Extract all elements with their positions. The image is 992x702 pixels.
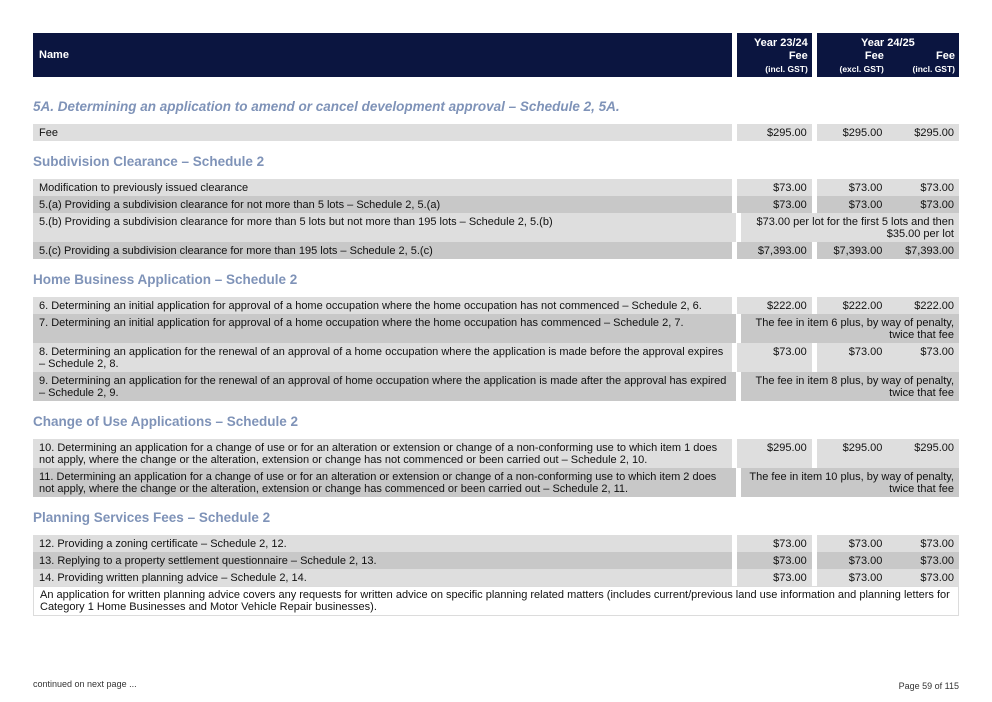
table-row [33, 439, 959, 468]
row-fee-incl: $222.00 [887, 297, 959, 314]
row-fee-23-24: $73.00 [737, 569, 812, 586]
row-fee-23-24: $73.00 [737, 196, 812, 213]
table-row [33, 468, 959, 497]
row-fee-merged: $73.00 per lot for the first 5 lots and then $35.00 per lot [741, 213, 959, 242]
planning-advice-note: An application for written planning advice covers any requests for written advice on specific planning related matters (includes current/previous land use information and planning letters for Category 1 Home Businesses and Motor Vehicle Repair businesses). [33, 586, 959, 616]
table-row [33, 242, 959, 259]
row-fee-23-24: $73.00 [737, 343, 812, 372]
section-title-change-of-use: Change of Use Applications – Schedule 2 [33, 414, 299, 429]
header-name: Name [33, 33, 732, 77]
row-fee-incl: $295.00 [887, 439, 959, 468]
row-fee-excl: $73.00 [817, 179, 888, 196]
table-row [33, 372, 959, 401]
row-fee-merged: The fee in item 8 plus, by way of penalty, twice that fee [741, 372, 959, 401]
table-row [33, 124, 959, 141]
row-fee-excl: $295.00 [817, 439, 888, 468]
header-y2-title: Year 24/25 [860, 37, 915, 49]
section-title-home-business: Home Business Application – Schedule 2 [33, 272, 298, 287]
row-name: 7. Determining an initial application for approval of a home occupation where the home occupation has commenced – Schedule 2, 7. [33, 314, 736, 343]
section-title-planning-services: Planning Services Fees – Schedule 2 [33, 510, 271, 525]
header-y1-title: Year 23/24 [753, 37, 808, 49]
row-fee-23-24: $73.00 [737, 535, 812, 552]
table-row [33, 569, 959, 586]
row-fee-23-24: $295.00 [737, 439, 812, 468]
row-name: 6. Determining an initial application for approval of a home occupation where the home occupation has not commenced – Schedule 2, 6. [33, 297, 732, 314]
table-row [33, 196, 959, 213]
table-row [33, 213, 959, 242]
header-y1-fee: Fee [788, 50, 808, 62]
row-name: 5.(c) Providing a subdivision clearance for more than 195 lots – Schedule 2, 5.(c) [33, 242, 732, 259]
row-fee-excl: $73.00 [817, 535, 888, 552]
continued-note: continued on next page ... [33, 679, 137, 689]
row-fee-excl: $73.00 [817, 569, 888, 586]
fee-schedule-page [33, 33, 959, 616]
section-title-subdivision: Subdivision Clearance – Schedule 2 [33, 154, 265, 169]
row-fee-excl: $73.00 [817, 196, 888, 213]
table-row [33, 552, 959, 569]
header-y1-gst: (incl. GST) [765, 64, 808, 74]
row-name: Fee [33, 124, 732, 141]
row-fee-merged: The fee in item 6 plus, by way of penalty, twice that fee [741, 314, 959, 343]
row-fee-incl: $295.00 [887, 124, 959, 141]
section-title-5a: 5A. Determining an application to amend or cancel development approval – Schedule 2, 5A. [33, 99, 620, 114]
row-fee-merged: The fee in item 10 plus, by way of penalty, twice that fee [741, 468, 959, 497]
table-row [33, 314, 959, 343]
row-name: 9. Determining an application for the renewal of an approval of home occupation where the application is made after the approval has expired – Schedule 2, 9. [33, 372, 736, 401]
header-y2-gst-incl: (incl. GST) [912, 64, 955, 74]
row-fee-incl: $73.00 [887, 343, 959, 372]
row-fee-excl: $295.00 [817, 124, 888, 141]
row-fee-23-24: $7,393.00 [737, 242, 812, 259]
row-fee-23-24: $295.00 [737, 124, 812, 141]
table-row [33, 343, 959, 372]
header-year-24-25 [817, 33, 959, 77]
row-name: Modification to previously issued clearance [33, 179, 732, 196]
row-name: 13. Replying to a property settlement questionnaire – Schedule 2, 13. [33, 552, 732, 569]
row-fee-incl: $73.00 [887, 179, 959, 196]
table-row [33, 535, 959, 552]
header-y2-fee-incl: Fee [936, 50, 955, 62]
row-fee-excl: $222.00 [817, 297, 888, 314]
row-name: 5.(a) Providing a subdivision clearance for not more than 5 lots – Schedule 2, 5.(a) [33, 196, 732, 213]
row-fee-excl: $7,393.00 [817, 242, 888, 259]
row-fee-23-24: $73.00 [737, 552, 812, 569]
row-fee-incl: $7,393.00 [887, 242, 959, 259]
table-row [33, 179, 959, 196]
row-name: 8. Determining an application for the renewal of an approval of a home occupation where the application is made before the approval expires – Schedule 2, 8. [33, 343, 732, 372]
table-row [33, 297, 959, 314]
row-fee-incl: $73.00 [887, 569, 959, 586]
row-fee-23-24: $73.00 [737, 179, 812, 196]
row-fee-incl: $73.00 [887, 196, 959, 213]
row-fee-23-24: $222.00 [737, 297, 812, 314]
row-fee-incl: $73.00 [887, 552, 959, 569]
table-header [33, 33, 959, 77]
row-fee-incl: $73.00 [887, 535, 959, 552]
row-fee-excl: $73.00 [817, 343, 888, 372]
row-name: 14. Providing written planning advice – Schedule 2, 14. [33, 569, 732, 586]
page-number: Page 59 of 115 [898, 681, 959, 691]
row-name: 12. Providing a zoning certificate – Schedule 2, 12. [33, 535, 732, 552]
row-name: 11. Determining an application for a change of use or for an alteration or extension or change of a non-conforming use to which item 2 does not apply, where the change or the alteration, extension or change has commenced or been carried out – Schedule 2, 11. [33, 468, 736, 497]
row-fee-excl: $73.00 [817, 552, 888, 569]
row-name: 5.(b) Providing a subdivision clearance for more than 5 lots but not more than 195 lots – Schedule 2, 5.(b) [33, 213, 736, 242]
header-y2-fee-excl: Fee [864, 50, 884, 62]
row-name: 10. Determining an application for a change of use or for an alteration or extension or change of a non-conforming use to which item 1 does not apply, where the change or the alteration, extension or change has not commenced or been carried out – Schedule 2, 10. [33, 439, 732, 468]
header-y2-gst-excl: (excl. GST) [839, 64, 884, 74]
header-year-23-24 [737, 33, 812, 77]
